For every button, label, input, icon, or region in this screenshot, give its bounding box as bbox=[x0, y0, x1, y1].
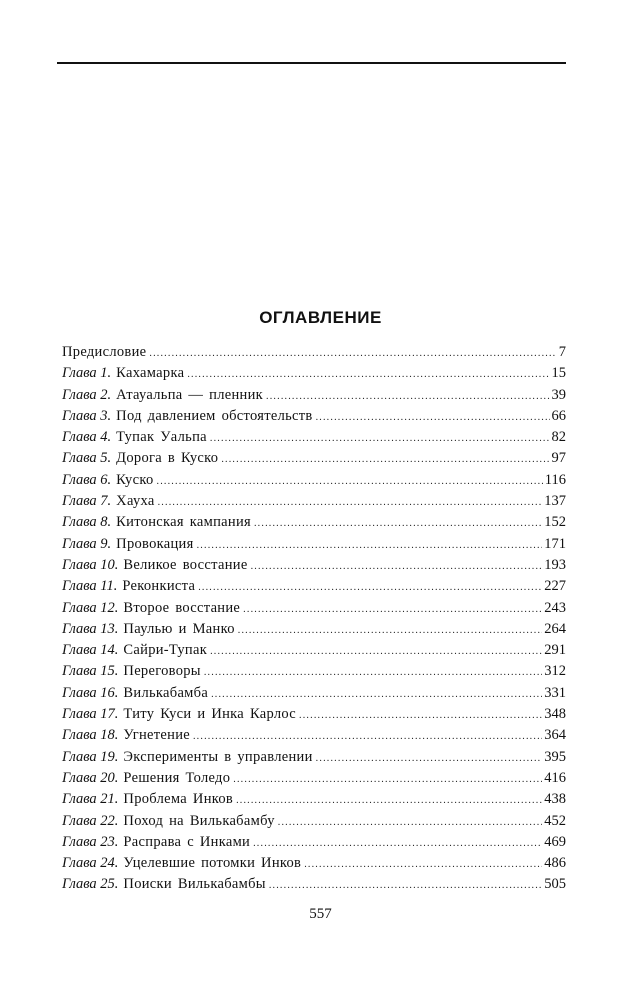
toc-page-number: 152 bbox=[544, 514, 566, 531]
toc-page-number: 312 bbox=[544, 663, 566, 680]
toc-title: Переговоры bbox=[123, 663, 201, 680]
toc-title: Дорога в Куско bbox=[116, 450, 219, 467]
toc-leader-dots bbox=[243, 599, 542, 620]
toc-chapter-number: Глава 25. bbox=[62, 876, 119, 893]
toc-entry bbox=[62, 363, 566, 384]
toc-title: Куско bbox=[116, 471, 154, 488]
toc-entry bbox=[62, 811, 566, 832]
toc-chapter-number: Глава 15. bbox=[62, 663, 119, 680]
toc-chapter-number: Глава 12. bbox=[62, 599, 119, 616]
toc-entry bbox=[62, 683, 566, 704]
toc-entry bbox=[62, 342, 566, 363]
toc-entry bbox=[62, 704, 566, 725]
toc-page-number: 7 bbox=[558, 344, 566, 360]
toc-title: Под давлением обстоятельств bbox=[116, 407, 313, 424]
toc-page-number: 452 bbox=[544, 812, 566, 829]
toc-entry bbox=[62, 768, 566, 789]
toc-page-number: 227 bbox=[544, 578, 566, 595]
toc-leader-dots bbox=[253, 833, 542, 854]
toc-leader-dots bbox=[278, 812, 543, 833]
toc-leader-dots bbox=[204, 662, 542, 683]
toc-leader-dots bbox=[266, 386, 549, 407]
toc-page-number: 364 bbox=[544, 727, 566, 744]
toc-entry bbox=[62, 555, 566, 576]
toc-leader-dots bbox=[211, 684, 542, 705]
table-of-contents bbox=[62, 342, 566, 896]
toc-entry bbox=[62, 470, 566, 491]
toc-title: Реконкиста bbox=[122, 578, 196, 595]
toc-title: Сайри-Тупак bbox=[123, 642, 208, 659]
toc-leader-dots bbox=[158, 492, 543, 513]
toc-chapter-number: Глава 19. bbox=[62, 748, 119, 765]
toc-entry bbox=[62, 406, 566, 427]
toc-chapter-number: Глава 10. bbox=[62, 556, 119, 573]
toc-page-number: 505 bbox=[544, 876, 566, 893]
toc-leader-dots bbox=[316, 407, 550, 428]
toc-leader-dots bbox=[149, 343, 556, 364]
toc-leader-dots bbox=[254, 513, 542, 534]
toc-entry bbox=[62, 725, 566, 746]
toc-page-number: 348 bbox=[544, 706, 566, 723]
toc-entry bbox=[62, 874, 566, 895]
toc-entry bbox=[62, 385, 566, 406]
toc-entry bbox=[62, 640, 566, 661]
toc-page-number: 66 bbox=[551, 407, 566, 424]
toc-chapter-number: Глава 18. bbox=[62, 727, 119, 744]
toc-page-number: 416 bbox=[544, 769, 566, 786]
toc-title: Кахамарка bbox=[116, 365, 185, 382]
toc-entry bbox=[62, 747, 566, 768]
toc-entry bbox=[62, 534, 566, 555]
toc-leader-dots bbox=[299, 705, 542, 726]
toc-chapter-number: Глава 5. bbox=[62, 450, 112, 467]
toc-page-number: 331 bbox=[544, 684, 566, 701]
toc-title: Тупак Уальпа bbox=[116, 429, 207, 446]
toc-leader-dots bbox=[187, 364, 549, 385]
toc-page-number: 137 bbox=[544, 493, 566, 510]
toc-page-number: 97 bbox=[551, 450, 566, 467]
toc-page-number: 469 bbox=[544, 833, 566, 850]
toc-title: Проблема Инков bbox=[123, 791, 234, 808]
toc-chapter-number: Глава 1. bbox=[62, 365, 112, 382]
toc-leader-dots bbox=[157, 471, 543, 492]
toc-chapter-number: Глава 21. bbox=[62, 791, 119, 808]
toc-chapter-number: Глава 11. bbox=[62, 578, 118, 595]
toc-page-number: 82 bbox=[551, 429, 566, 446]
toc-leader-dots bbox=[238, 620, 543, 641]
toc-page-number: 116 bbox=[544, 471, 566, 488]
toc-title: Китонская кампания bbox=[116, 514, 251, 531]
toc-page-number: 291 bbox=[544, 642, 566, 659]
toc-title: Расправа с Инками bbox=[123, 833, 251, 850]
toc-chapter-number: Глава 8. bbox=[62, 514, 112, 531]
toc-chapter-number: Глава 3. bbox=[62, 407, 112, 424]
page-title: ОГЛАВЛЕНИЕ bbox=[259, 308, 382, 327]
toc-entry bbox=[62, 853, 566, 874]
toc-title: Уцелевшие потомки Инков bbox=[123, 855, 302, 872]
toc-chapter-number: Глава 4. bbox=[62, 429, 112, 446]
toc-title: Великое восстание bbox=[123, 556, 248, 573]
toc-page-number: 39 bbox=[551, 386, 566, 403]
toc-leader-dots bbox=[316, 748, 543, 769]
toc-title: Предисловие bbox=[62, 344, 147, 360]
page-number: 557 bbox=[309, 906, 332, 922]
toc-page-number: 395 bbox=[544, 748, 566, 765]
toc-title: Хауха bbox=[116, 493, 155, 510]
toc-entry bbox=[62, 619, 566, 640]
toc-chapter-number: Глава 23. bbox=[62, 833, 119, 850]
toc-leader-dots bbox=[193, 726, 542, 747]
toc-leader-dots bbox=[304, 854, 542, 875]
toc-leader-dots bbox=[198, 577, 542, 598]
toc-chapter-number: Глава 9. bbox=[62, 535, 112, 552]
toc-leader-dots bbox=[251, 556, 543, 577]
toc-title: Вилькабамба bbox=[123, 684, 209, 701]
toc-title: Паулью и Манко bbox=[123, 620, 235, 637]
toc-entry bbox=[62, 598, 566, 619]
toc-page-number: 243 bbox=[544, 599, 566, 616]
toc-title: Угнетение bbox=[123, 727, 190, 744]
toc-leader-dots bbox=[236, 790, 542, 811]
toc-leader-dots bbox=[221, 449, 549, 470]
toc-title: Провокация bbox=[116, 535, 194, 552]
toc-page-number: 438 bbox=[544, 791, 566, 808]
toc-chapter-number: Глава 7. bbox=[62, 493, 112, 510]
toc-entry bbox=[62, 427, 566, 448]
toc-leader-dots bbox=[197, 535, 543, 556]
toc-chapter-number: Глава 20. bbox=[62, 769, 119, 786]
toc-title: Решения Толедо bbox=[123, 769, 231, 786]
toc-entry bbox=[62, 789, 566, 810]
toc-chapter-number: Глава 13. bbox=[62, 620, 119, 637]
toc-entry bbox=[62, 661, 566, 682]
toc-title: Поход на Вилькабамбу bbox=[123, 812, 275, 829]
toc-title: Эксперименты в управлении bbox=[123, 748, 313, 765]
toc-chapter-number: Глава 6. bbox=[62, 471, 112, 488]
top-rule bbox=[57, 62, 566, 64]
toc-chapter-number: Глава 17. bbox=[62, 706, 119, 723]
toc-leader-dots bbox=[269, 875, 542, 896]
toc-entry bbox=[62, 491, 566, 512]
toc-chapter-number: Глава 2. bbox=[62, 386, 112, 403]
toc-entry bbox=[62, 448, 566, 469]
toc-entry bbox=[62, 576, 566, 597]
toc-page-number: 171 bbox=[544, 535, 566, 552]
toc-chapter-number: Глава 22. bbox=[62, 812, 119, 829]
toc-page-number: 264 bbox=[544, 620, 566, 637]
toc-chapter-number: Глава 16. bbox=[62, 684, 119, 701]
toc-chapter-number: Глава 14. bbox=[62, 642, 119, 659]
toc-chapter-number: Глава 24. bbox=[62, 855, 119, 872]
toc-title: Поиски Вилькабамбы bbox=[123, 876, 266, 893]
toc-title: Титу Куси и Инка Карлос bbox=[123, 706, 297, 723]
toc-leader-dots bbox=[233, 769, 542, 790]
toc-title: Второе восстание bbox=[123, 599, 241, 616]
toc-leader-dots bbox=[210, 641, 542, 662]
toc-page-number: 15 bbox=[551, 365, 566, 382]
toc-entry bbox=[62, 832, 566, 853]
toc-page-number: 486 bbox=[544, 855, 566, 872]
toc-title: Атауальпа — пленник bbox=[116, 386, 264, 403]
toc-leader-dots bbox=[210, 428, 550, 449]
toc-entry bbox=[62, 512, 566, 533]
toc-page-number: 193 bbox=[544, 556, 566, 573]
